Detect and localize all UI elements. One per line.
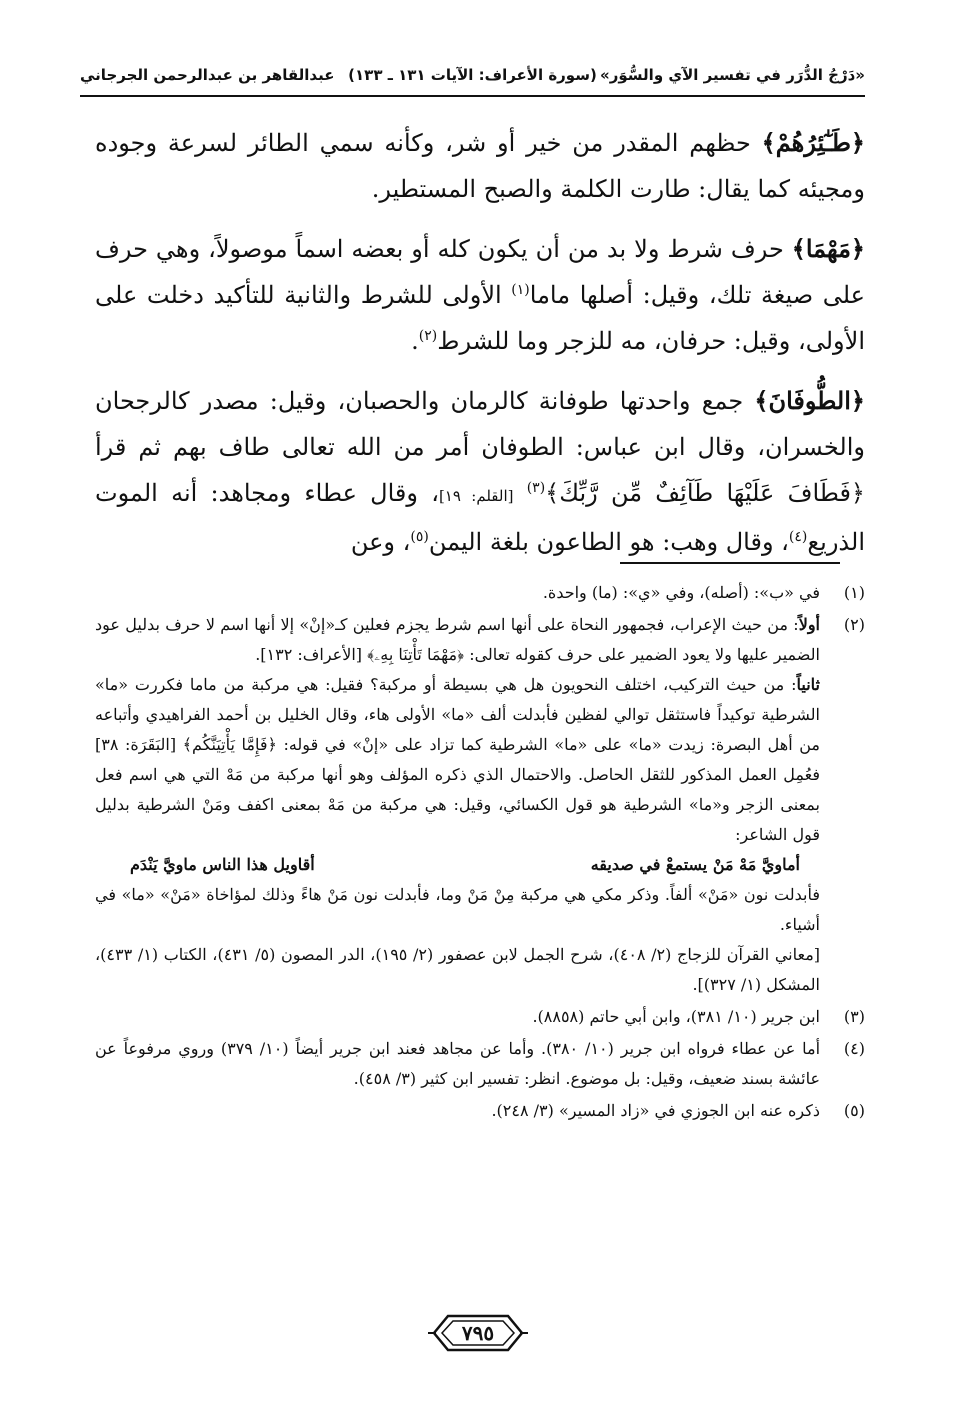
paragraph-text: ، وعن [350, 528, 411, 556]
footnote-number: (٣) [843, 1007, 865, 1026]
paragraph-taiiruhum [95, 120, 865, 212]
footnote-text: ابن جرير (١٠/ ٣٨١)، وابن أبي حاتم (٨٨٥٨). [532, 1007, 820, 1026]
paragraph-mahma [95, 226, 865, 364]
quran-verse: ﴿فَطَافَ عَلَيْهَا طَآئِفٌ مِّن رَّبِّكَ﴾ [545, 479, 865, 507]
footnote-text: أما عن عطاء فرواه ابن جرير (١٠/ ٣٨٠). وأما عن مجاهد فعند ابن جرير أيضاً (١٠/ ٣٧٩) وروي مرفوعاً عن عائشة بسند ضعيف، وقيل: بل موضوع. انظر: تفسير ابن كثير (٣/ ٤٥٨). [95, 1039, 821, 1088]
paragraph-text: ، وقال وهب: هو الطاعون بلغة اليمن [428, 528, 789, 556]
author-name: عبدالقاهر بن عبدالرحمن الجرجاني [80, 66, 335, 84]
footnote-number: (٥) [843, 1101, 865, 1120]
poetry-verse [95, 850, 820, 880]
footnote-text: : من حيث الإعراب، فجمهور النحاة على أنها اسم شرط يجزم فعلين كـ«إنْ» إلا أنها اسم لا حرف بدليل عود الضمير عليها ولا يعود الضمير على حرف كقوله تعالى: ﴿مَهْمَا تَأْتِنَا بِهِۦ﴾ [الأعراف: ١٣٢]. [95, 615, 820, 664]
footnote-number: (٢) [843, 615, 865, 634]
footnote-label: ثانياً [796, 675, 820, 694]
term-taiiruhum: ﴿طَـٰٓئِرُهُمْ﴾ [761, 128, 865, 157]
footnote-ref[interactable]: (٢) [418, 328, 438, 344]
paragraph-text: الأولى للشرط والثانية للتأكيد دخلت على الأولى، وقيل: حرفان، مه للزجر وما للشرط [95, 281, 865, 355]
footnote-ref[interactable]: (٥) [410, 529, 429, 545]
footnote-sources: [معاني القرآن للزجاج (٢/ ٤٠٨)، شرح الجمل لابن عصفور (٢/ ١٩٥)، الدر المصون (٥/ ٤٣١)، الكتاب (١/ ٤٣٣)، المشكل (١/ ٣٢٧)]. [95, 945, 821, 994]
running-header [80, 58, 865, 92]
paragraph-text: . [411, 327, 419, 355]
footnote-text: في «ب»: (أصله)، وفي «ي»: (ما) واحدة. [542, 583, 820, 602]
paragraph-text: ، وقال عطاء ومجاهد: أنه الموت الذريع [95, 479, 865, 556]
main-text [95, 120, 865, 579]
paragraph-text: جمع واحدتها طوفانة كالرمان والحصبان، وقيل: مصدر كالرجحان والخسران، وقال ابن عباس: الطوفان أمر من الله تعالى طاف بهم ثم قرأ [95, 387, 865, 461]
footnote-number: (١) [843, 583, 865, 602]
footnote-label: أولاً [798, 615, 820, 634]
footnote-5 [95, 1096, 865, 1126]
footnotes [95, 578, 865, 1128]
verse-reference: [القلم: ١٩] [438, 487, 514, 505]
paragraph-text: حظهم المقدر من خير أو شر، وكأنه سمي الطائر لسرعة وجوده ومجيئه كما يقال: طارت الكلمة والصبح المستطير. [95, 129, 865, 203]
footnote-ref[interactable]: (٤) [788, 529, 808, 545]
footnote-separator [620, 562, 840, 564]
page-number-ornament [428, 1312, 528, 1354]
footnote-2 [95, 610, 865, 1000]
term-tufan: ﴿الطُّوفَانَ﴾ [754, 386, 865, 415]
header-rule [80, 95, 865, 97]
footnote-1 [95, 578, 865, 608]
term-mahma: ﴿مَهْمَا﴾ [791, 234, 865, 263]
footnote-ref[interactable]: (٣) [526, 480, 546, 496]
footnote-ref[interactable]: (١) [511, 282, 530, 298]
book-title: «دَرْجُ الدُّرَر في تفسير الآي والسُّوَر» [600, 66, 865, 84]
page-number: ٧٩٥ [461, 1321, 495, 1345]
footnote-text: فأبدلت نون «مَنْ» ألفاً. وذكر مكي هي مركبة مِنْ مَنْ وما، فأبدلت نون مَنْ هاءً وذلك لمؤاخاة «مَنْ» «ما» في أشياء. [95, 885, 820, 934]
footnote-4 [95, 1034, 865, 1094]
surah-range: (سورة الأعراف: الآيات ١٣١ ـ ١٣٣) [348, 66, 597, 84]
footnote-number: (٤) [843, 1039, 865, 1058]
paragraph-text: حرف شرط ولا بد من أن يكون كله أو بعضه اسماً موصولاً، وهي حرف على صيغة تلك، وقيل: أصلها ماما [95, 235, 865, 309]
footnote-3 [95, 1002, 865, 1032]
verse-hemistich-2: أقاويل هذا الناس ماويَّ يَنْدَم [130, 855, 315, 874]
verse-hemistich-1: أماويَّ مَهْ مَنْ يستمعْ في صديقه [590, 855, 800, 874]
paragraph-tufan [95, 378, 865, 565]
footnote-text: : من حيث التركيب، اختلف النحويون هل هي بسيطة أو مركبة؟ فقيل: هي مركبة من ماما فكررت «ما» الشرطية توكيداً فاستثقل توالي لفظين فأبدلت ألف «ما» الأولى هاء، وقال الخليل بن أحمد الفراهيدي وأتباعه من أهل البصرة: زيدت «ما» على «ما» الشرطية كما تزاد على «إنْ» في قوله: ﴿فَإِمَّا يَأْتِيَنَّكُم﴾ [البَقَرَة: ٣٨] فعُمِل العمل المذكور للثقل الحاصل. والاحتمال الذي ذكره المؤلف وهو أنها مركبة من مَهْ التي هي اسم فعل بمعنى الزجر و«ما» الشرطية هو قول الكسائي، وقيل: هي مركبة من مَهْ بمعنى اكفف ومَنْ الشرطية بدليل قول الشاعر: [95, 675, 820, 844]
footnote-text: ذكره عنه ابن الجوزي في «زاد المسير» (٣/ ٢٤٨). [491, 1101, 820, 1120]
